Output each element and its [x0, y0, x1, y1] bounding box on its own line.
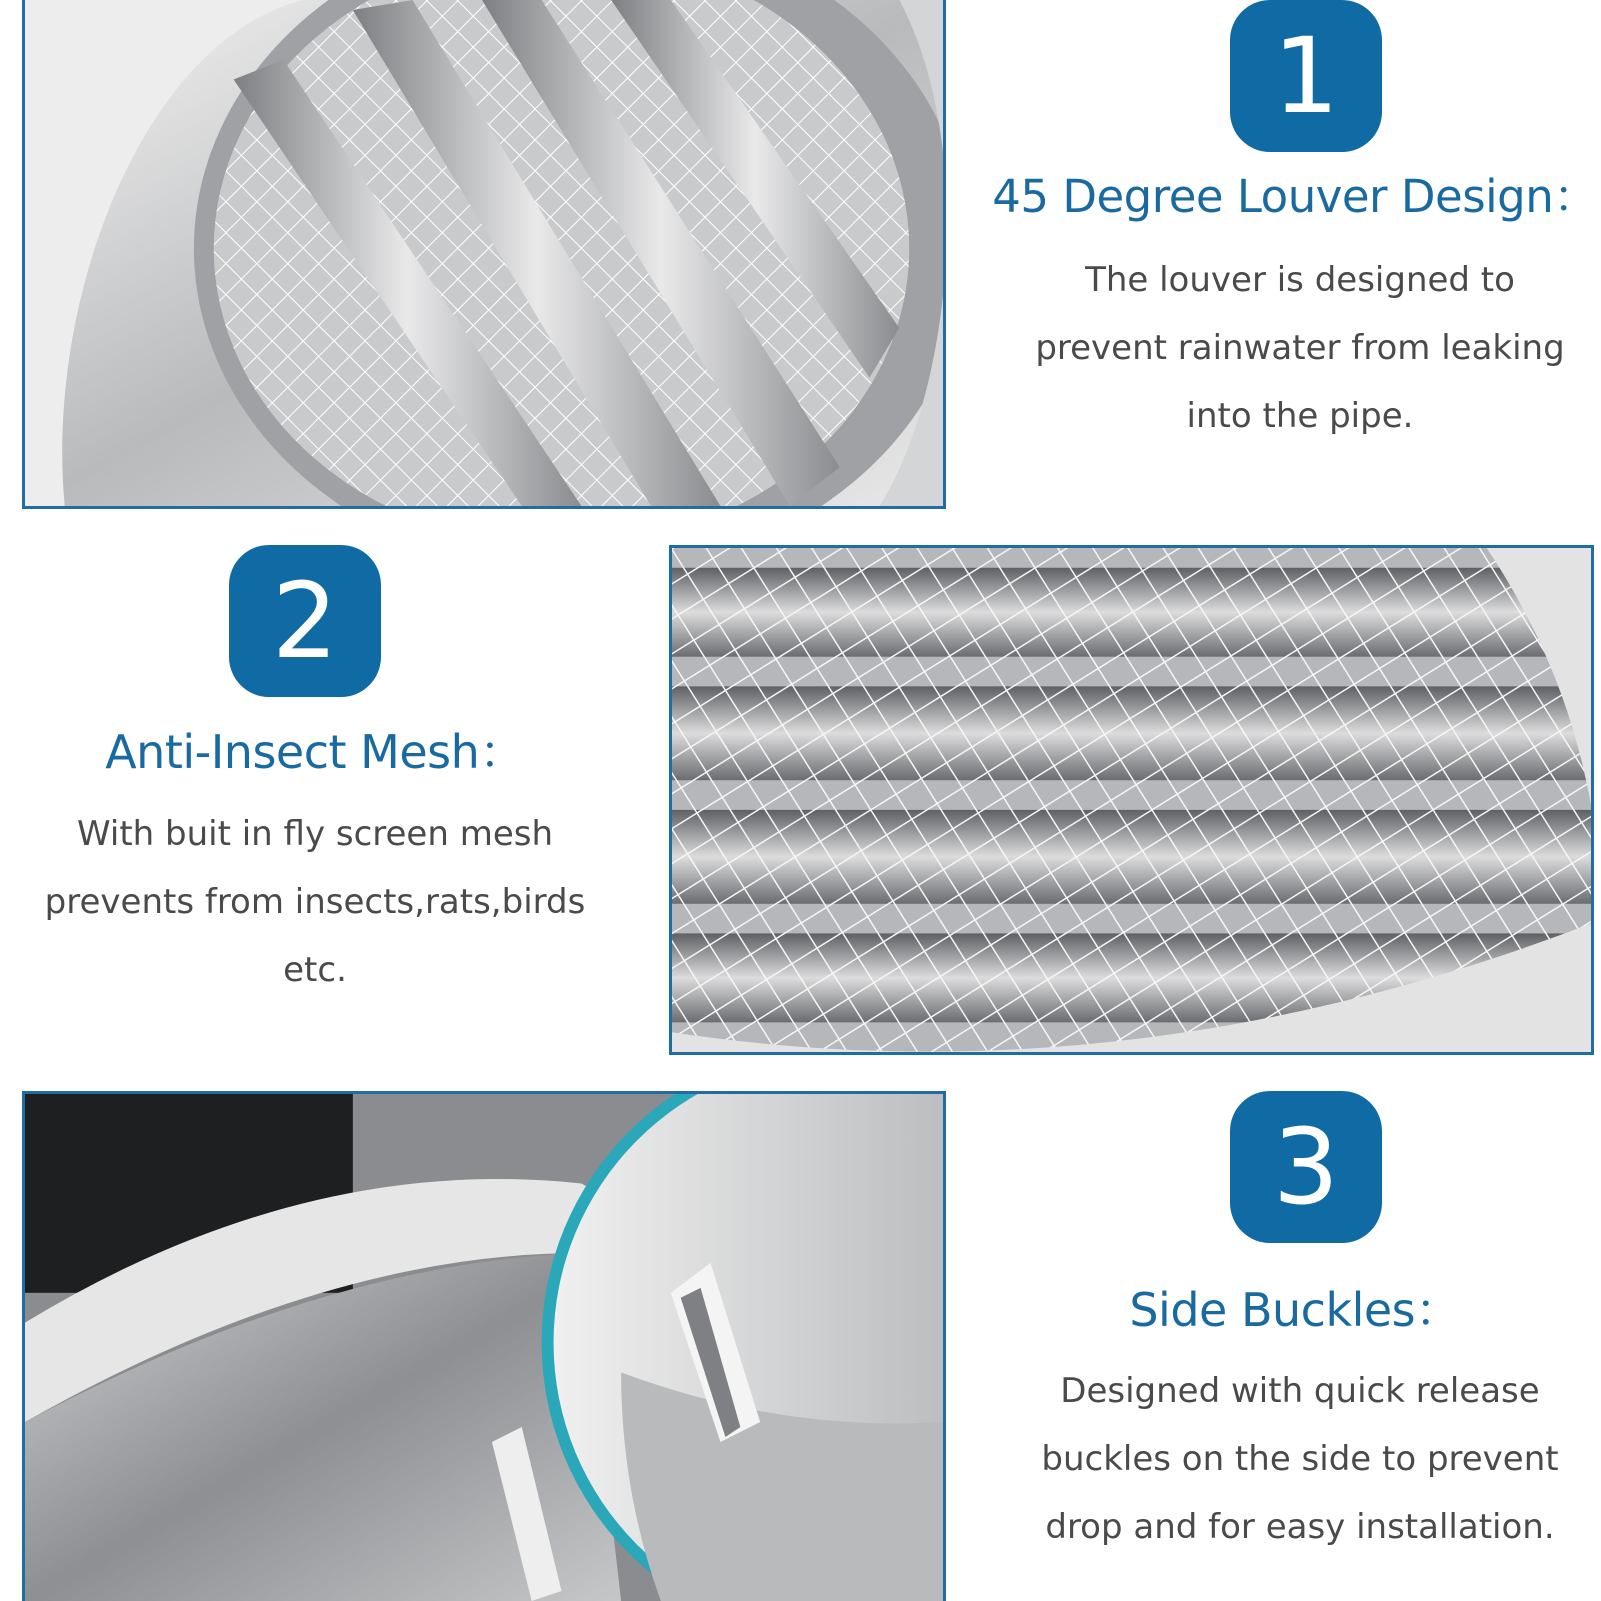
step-badge-1 [1230, 0, 1382, 152]
step-number: 2 [271, 560, 339, 682]
buckle-photo [22, 1091, 946, 1601]
feature-title-louver: 45 Degree Louver Design： [992, 170, 1598, 223]
feature-description-buckles [1000, 1357, 1600, 1561]
louver-photo [22, 0, 946, 509]
feature-description-mesh [0, 800, 630, 1004]
mesh-photo [669, 545, 1594, 1055]
description-line: With buit in fly screen mesh [77, 814, 553, 854]
feature-description-louver [1000, 246, 1600, 450]
description-line: drop and for easy installation. [1045, 1507, 1555, 1547]
feature-title-buckles: Side Buckles： [1129, 1283, 1461, 1337]
step-badge-2 [229, 545, 381, 697]
description-line: prevents from insects,rats,birds [44, 882, 586, 922]
description-line: buckles on the side to prevent [1041, 1439, 1559, 1479]
step-badge-3 [1230, 1091, 1382, 1243]
description-line: etc. [283, 950, 347, 990]
description-line: prevent rainwater from leaking [1035, 328, 1565, 368]
description-line: Designed with quick release [1060, 1371, 1540, 1411]
step-number: 3 [1272, 1106, 1340, 1228]
step-number: 1 [1272, 15, 1340, 137]
feature-title-mesh: Anti-Insect Mesh： [105, 725, 525, 779]
description-line: The louver is designed to [1085, 260, 1515, 300]
description-line: into the pipe. [1186, 396, 1414, 436]
